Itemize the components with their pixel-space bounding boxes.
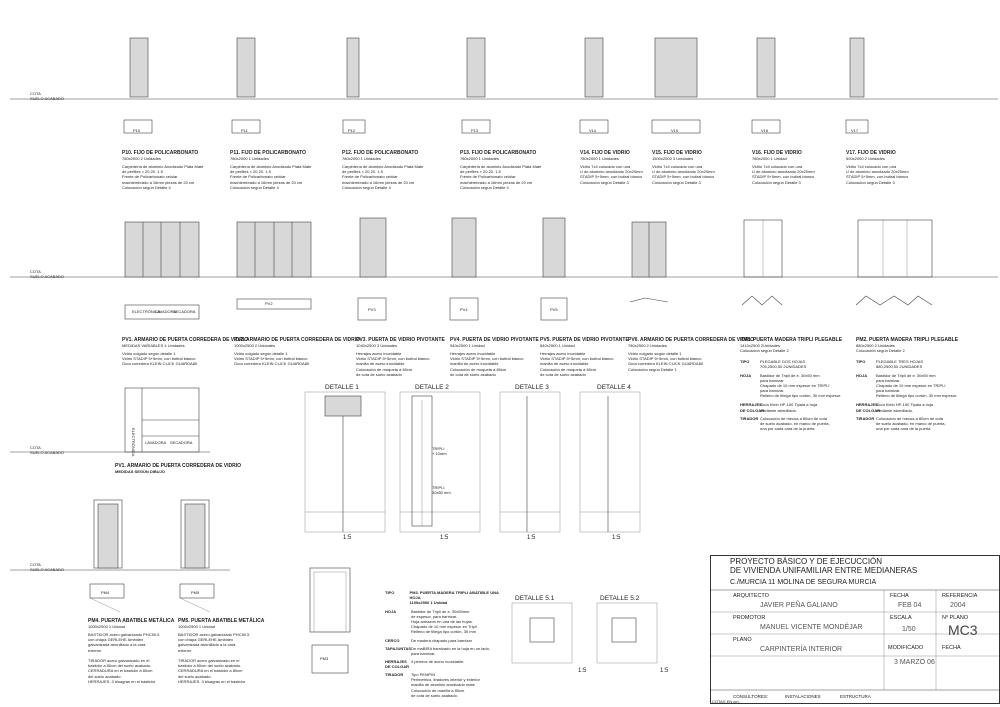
item-desc: Colocación según Detalle 2 (740, 348, 789, 353)
item-desc: Herrajes acero inoxidable Vidrio STADIP 5+5mm, con butiral blanco manilla de acero inoxidable Colocación de moqueta a 80cm de cota de suelo acabado (450, 351, 524, 377)
elev-p11 (237, 38, 255, 97)
item-desc: Vidrio 7x4 colocado con una U de aluminio anodizado 20x20mm STADIP 5+5mm, con butiral blanco Colocación según Detalle 3 (752, 164, 815, 185)
detalle-3-label: DETALLE 3 (515, 384, 549, 391)
spec-row (385, 609, 505, 635)
promotor-label: PROMOTOR (733, 615, 766, 621)
item-pv1 (122, 337, 249, 367)
item-desc: Colocación según Detalle 2 (856, 348, 905, 353)
nplano-label: Nº PLANO (942, 615, 969, 621)
item-sub: 780x2000 1 Unidades (230, 156, 269, 161)
item-v14 (580, 150, 650, 185)
scale-d52: 1:5 (660, 668, 669, 674)
spec-value: Bastidor de Tripli de e. 30x50 mm para barnizar. Chapado de 10 mm espesor en TRIPLI para barnizar. Relleno de tiliega tipo cortón, 30 mm espesor. (760, 372, 842, 399)
plan-code-pm5: PM5 (191, 590, 200, 595)
pm1-spec (740, 359, 855, 431)
item-title: V16. FIJO DE VIDRIO (752, 150, 802, 156)
spec-value: Bastidor de Tripli de e. 30x50 mm para barnizar. Chapado de 10 mm espesor en TRIPLI para barnizar. Relleno de tiliega tipo cortón, 30 mm espesor. (876, 372, 958, 399)
spec-row (385, 672, 505, 698)
item-sub: MEDIDAS VARIABLES 4 Unidades (122, 343, 185, 348)
item-title: P11. FIJO DE POLICARBONATO (230, 150, 306, 156)
item-v16 (752, 150, 832, 185)
spec-row (385, 659, 505, 669)
item-desc: Vidrio colgado según detalle 1 Vidrio STADIP 5+5mm, con butiral blanco Guía corredera KLEIN CLICK GUARDA80 Colocación según Detalle 1 (628, 351, 704, 372)
spec-value: 4 pernios de acero inoxidable. (411, 659, 465, 665)
item-pm4 (88, 618, 178, 684)
item-sub: 780x2500 2 Unidades (628, 343, 667, 348)
item-sub: 500x2000 2 Unidades (846, 156, 885, 161)
spec-row (856, 402, 971, 407)
item-sub: 840x2500 1 Unidad (540, 343, 575, 348)
item-title: P12. FIJO DE POLICARBONATO (342, 150, 419, 156)
scale-d2: 1:5 (440, 535, 449, 541)
item-sub: 1040x2500 3 Unidades (356, 343, 398, 348)
pv1-lavadora-label: LAVADORA (145, 440, 167, 445)
item-sub: 780x2000 1 Unidad (752, 156, 787, 161)
item-desc: Vidrio 7x4 colocado con una U de aluminio anodizado 20x20mm STADIP 5+5mm, con butiral blanco Colocación según Detalle 3 (846, 164, 909, 185)
item-title: PV5. PUERTA DE VIDRIO PIVOTANTE (540, 337, 629, 343)
item-desc: Herrajes acero inoxidable Vidrio STADIP 5+5mm, con butiral blanco manilla de acero inoxidable Colocación de moqueta a 80cm de cota de suelo acabado (540, 351, 614, 377)
cota-label-4: COTA (30, 562, 41, 567)
spec-key: TIRADOR (385, 672, 404, 678)
spec-value: Colocación de mecua a 80cm de cota de suelo acabado, en marco de puerta, una por cada cara de la puerta (760, 415, 830, 432)
spec-value: medianie atornillado. (760, 407, 797, 413)
spec-key: HOJA (740, 372, 752, 378)
nplano-value: MC3 (948, 622, 978, 638)
item-pv3 (356, 337, 446, 377)
spec-key: HOJA (385, 608, 397, 614)
plan-code-pm3: PM3 (320, 656, 329, 661)
pv1-bottom-caption (115, 463, 241, 474)
plan-code-p10: P10 (133, 128, 141, 133)
spec-row (856, 416, 971, 432)
item-sub: 880x2500 2 Unidades (856, 343, 895, 348)
pm2-spec (856, 359, 971, 431)
spec-row (856, 408, 971, 413)
item-p13 (460, 150, 570, 190)
spec-row (740, 402, 855, 407)
row2-plans (125, 296, 932, 320)
spec-key: HERRAJES DE COLGAR (385, 659, 409, 670)
plan-code-pm4: PM4 (101, 590, 110, 595)
detalle-1-label: DETALLE 1 (325, 384, 359, 391)
item-desc: Vidrio 7x4 colocado con una U de aluminio anodizado 20x20mm STADIP 5+5mm, con butiral blanco Colocación según Detalle 3 (580, 164, 643, 185)
scale-d51: 1:5 (578, 668, 587, 674)
item-desc: Carpintería de aluminio Anodizado Plata Mate de perfiles × 20.20. 1.5 Frente de Policarbonato celular machiembrado a 16mm piezas de 20 cm Colocación según Detalle 4 (230, 164, 312, 190)
item-sub: 780x2000 2 Unidades (122, 156, 161, 161)
item-pv5 (540, 337, 630, 377)
referencia-label: REFERENCIA (942, 593, 978, 599)
detalle-52-label: DETALLE 5.2 (600, 595, 640, 602)
suelo-label: SUELO ACABADO (30, 96, 65, 101)
detalle-2-note-2: TRIPLI 30x50 mm (432, 485, 451, 495)
modificado-label: MODIFICADO (888, 645, 924, 651)
elev-v15 (655, 38, 697, 97)
plan-code-v15: V15 (671, 128, 679, 133)
spec-row (856, 359, 971, 369)
spec-key: TIRADOR (740, 415, 759, 421)
spec-value: Bastidor de Tripli de e. 30x50mm de espesor, para barnizar. Hoja armazon en una de las hojas. Chapado de 10 mm espesor en Tripli Relleno de tiliega tipo cortón, 30 mm (411, 608, 477, 635)
row1-elevations (130, 38, 864, 97)
spec-value: De maBIRA barnizado en la hoja en un lado, para barnizar. (411, 645, 490, 656)
pv1-plan-label-3: SECADORA (173, 309, 196, 314)
item-desc: Vidrio colgado según detalle 1 Vidrio STADIP 5+5mm, con butiral blanco Guía corredera KLEIN CLICK GUARDA80 (234, 351, 310, 367)
arquitecto-value: JAVIER PEÑA GALIANO (760, 602, 838, 609)
item-sub: 1000x2500 2 Unidades (234, 343, 276, 348)
item-desc: BASTIDOR acero galvanizado PHC50.5 con chapa GERLEHE Ambidex galvanizada atornillado a la cara exterior TIRADOR acero galvanizado en el bastidor a 80cm del suelo acabado. CERRADURA en el bastidor a 80cm del suelo acabado. HERRAJES: 3 bisagras en el bastidor (178, 632, 250, 684)
detalle-51-label: DETALLE 5.1 (515, 595, 555, 602)
plan-code-pv3: PV3 (368, 307, 376, 312)
pv1-bottom-sub: MEDIDAS SEGÚN DIBUJO (115, 469, 166, 474)
item-p11 (230, 150, 340, 190)
spec-row (740, 359, 855, 369)
spec-row (856, 373, 971, 399)
scale-d1: 1:5 (343, 535, 352, 541)
item-title: PM2. PUERTA MADERA TRIPLI PLEGABLE (856, 337, 959, 343)
plan-code-v17: V17 (851, 128, 859, 133)
referencia-value: 2004 (950, 602, 966, 609)
item-title: V15. FIJO DE VIDRIO (652, 150, 702, 156)
spec-value: De madera chapado para barnizar (411, 637, 472, 643)
elev-p13 (467, 38, 485, 97)
item-title: PM4. PUERTA ABATIBLE METÁLICA (88, 618, 175, 624)
arquitecto-label: ARQUITECTO (733, 593, 769, 599)
item-title: P10. FIJO DE POLICARBONATO (122, 150, 199, 156)
detalle-4-label: DETALLE 4 (597, 384, 631, 391)
cotas-note: COTAS EN cm. (712, 699, 740, 704)
item-desc: BASTIDOR acero galvanizado PHC50.5 con chapa GERLEHE Ambidex galvanizada atornillado a la cara exterior TIRADOR acero galvanizado en el bastidor a 80cm del suelo acabado. CERRADURA en el bastidor a 80cm del suelo acabado. HERRAJES: 3 bisagras en el bastidor (88, 632, 160, 684)
spec-value: PM3. PUERTA MADERA TRIPLI ABATIBLE UNA HOJA 1100x2500 1 Unidad (409, 590, 499, 606)
suelo-label-2: SUELO ACABADO (30, 274, 65, 279)
item-title: PV6. ARMARIO DE PUERTA CORREDERA DE VIDRIO (628, 337, 755, 343)
item-desc: Herrajes acero inoxidable Vidrio STADIP 5+5mm, con butiral blanco manilla de acero inoxidable Colocación de moqueta a 80cm de cota de suelo acabado (356, 351, 430, 377)
row2-elevations (125, 218, 932, 277)
item-pm5 (178, 618, 268, 684)
item-p10 (122, 150, 232, 190)
fecha2-label: FECHA (942, 645, 961, 651)
spec-key: HERRAJES (740, 401, 762, 407)
item-sub: 780x2000 1 Unidades (342, 156, 381, 161)
item-v15 (652, 150, 742, 185)
spec-key: TAPAJUNTAS (385, 645, 411, 651)
fecha-label: FECHA (890, 593, 909, 599)
item-desc: Carpintería de aluminio Anodizado Plata Mate de perfiles × 20.20. 1.5 Frente de Policarbonato celular machiembrado a 16mm piezas de 20 cm Colocación según Detalle 4 (460, 164, 542, 190)
item-sub: 1500x2000 3 Unidades (652, 156, 694, 161)
pv1-secadora-label: SECADORA (170, 440, 193, 445)
spec-value: Colocación de mecua a 80cm de cota de suelo acabado, en marco de puerta, una por cada cara de la puerta (876, 415, 946, 432)
item-title: PM5. PUERTA ABATIBLE METÁLICA (178, 618, 265, 624)
spec-key: DE COLGAR (740, 407, 764, 413)
pv1-bottom-title: PV1. ARMARIO DE PUERTA CORREDERA DE VIDRIO (115, 463, 242, 469)
spec-value: medianie atornillado. (876, 407, 913, 413)
item-title: PV2. ARMARIO DE PUERTA CORREDERA DE VIDRIO (234, 337, 361, 343)
promotor-value: MANUEL VICENTE MONDÉJAR (760, 624, 863, 631)
spec-key: HOJA (856, 372, 868, 378)
project-title: PROYECTO BÁSICO Y DE EJECUCCIÓN DE VIVIENDA UNIFAMILIAR ENTRE MEDIANERAS (730, 557, 918, 575)
plan-code-p13: P13 (471, 128, 479, 133)
elev-v14 (585, 38, 603, 97)
spec-row (385, 638, 505, 643)
spec-value: Tipo PEMPIN Perimetrico, tiradores interior y exterior manilla de aluminio anodizado mate Colocación de manilla a 80cm de cota de suelo acabado. (411, 672, 480, 698)
spec-row (385, 646, 505, 656)
item-sub: 780x2000 1 Unidades (580, 156, 619, 161)
spec-key: TIPO (740, 359, 750, 365)
spec-row (385, 590, 505, 606)
pv1-plan-label-1: ELECTRÓNICA (132, 309, 161, 314)
spec-key: TIPO (385, 590, 395, 595)
item-title: PV1. ARMARIO DE PUERTA CORREDERA DE VIDRIO (122, 337, 249, 343)
plan-code-pv4: PV4 (460, 307, 468, 312)
plan-code-pv2: PV2 (265, 301, 273, 306)
row1-plans (124, 120, 868, 133)
item-title: V17. FIJO DE VIDRIO (846, 150, 896, 156)
detalle-2-label: DETALLE 2 (415, 384, 449, 391)
item-title: PV4. PUERTA DE VIDRIO PIVOTANTE (450, 337, 539, 343)
detalle-2-note-1: TRIPLI + 10mm (432, 446, 447, 456)
item-pm1 (740, 337, 855, 431)
item-sub: 940x2500 1 Unidad (450, 343, 485, 348)
elev-v17 (850, 38, 864, 97)
scale-d3: 1:5 (527, 535, 536, 541)
escala-value: 1/50 (902, 626, 916, 633)
item-p12 (342, 150, 452, 190)
plan-code-p11: P11 (241, 128, 248, 133)
spec-key: DE COLGAR (856, 407, 880, 413)
elev-p10 (130, 38, 148, 97)
item-sub: 1000x2500 1 Unidad (88, 624, 125, 629)
item-title: P13. FIJO DE POLICARBONATO (460, 150, 537, 156)
spec-value: Guía Klein HP-150 Tipala a hoja (876, 401, 934, 407)
escala-label: ESCALA (890, 615, 912, 621)
plan-code-v16: V16 (761, 128, 769, 133)
spec-key: HERRAJES (856, 401, 878, 407)
spec-key: TIRADOR (856, 415, 875, 421)
item-pm2 (856, 337, 971, 431)
spec-value: PLEGABLE TRES HOJAS 880,2500,50 2UNIDADES (876, 359, 924, 370)
item-pv4 (450, 337, 540, 377)
plano-label: PLANO (733, 637, 752, 643)
cota-label-3: COTA (30, 445, 41, 450)
footer-instalaciones: INSTALACIONES (785, 694, 821, 699)
item-title: PM1. PUERTA MADERA TRIPLI PLEGABLE (740, 337, 843, 343)
cota-label: COTA (30, 91, 41, 96)
pv1-plan-label-2: LAVADORA (155, 309, 177, 314)
spec-row (740, 408, 855, 413)
item-title: PV3. PUERTA DE VIDRIO PIVOTANTE (356, 337, 445, 343)
plan-code-p12: P12 (348, 128, 356, 133)
item-desc: Vidrio colgado según detalle 1 Vidrio STADIP 5+5mm, con butiral blanco Guía corredera KLEIN CLICK GUARDA80 (122, 351, 198, 367)
suelo-label-4: SUELO ACABADO (30, 567, 65, 572)
pm3-drawing (310, 568, 350, 673)
item-sub: 1410x2500 2Unidades (740, 343, 781, 348)
item-desc: Vidrio 7x4 colocado con una U de aluminio anodizado 20x20mm STADIP 5+5mm, con butiral blanco Colocación según Detalle 3 (652, 164, 715, 185)
spec-row (740, 416, 855, 432)
fecha-value: FEB 04 (898, 602, 922, 609)
item-desc: Carpintería de aluminio Anodizado Plata Mate de perfiles × 20.20. 1.5 Frente de Policarbonato celular machiembrado a 16mm piezas de 20 cm Colocación según Detalle 4 (122, 164, 204, 190)
item-title: V14. FIJO DE VIDRIO (580, 150, 630, 156)
spec-row (740, 373, 855, 399)
pv1-electronica-label: ELECTRÓNICA (131, 428, 136, 457)
row3-elevations (90, 500, 214, 612)
item-desc: Carpintería de aluminio Anodizado Plata Mate de perfiles × 20.20. 1.5 Frente de Policarbonato celular machiembrado a 16mm piezas de 20 cm Colocación según Detalle 4 (342, 164, 424, 190)
plan-code-pv5: PV5 (550, 307, 558, 312)
scale-d4: 1:5 (612, 535, 621, 541)
footer-consultores: CONSULTORES: (733, 694, 769, 699)
elev-v16 (757, 38, 775, 97)
spec-key: TIPO (856, 359, 866, 365)
spec-value: Guía Klein HP-150 Tipala a hoja (760, 401, 818, 407)
plano-value: CARPINTERÍA INTERIOR (760, 646, 843, 653)
spec-key: CERCO (385, 637, 400, 643)
item-pv2 (234, 337, 361, 367)
item-v17 (846, 150, 936, 185)
item-sub: 1000x2500 1 Unidad (178, 624, 215, 629)
pm3-spec (385, 590, 505, 698)
cota-label-2: COTA (30, 269, 41, 274)
modificado-value: 3 MARZO 06 (894, 659, 935, 666)
elev-p12 (347, 38, 359, 97)
plan-code-v14: V14 (589, 128, 597, 133)
spec-value: PLEGABLE DOS HOJAS 705,2500,50 2UNIDADES (760, 359, 807, 370)
item-sub: 780x2000 1 Unidades (460, 156, 499, 161)
suelo-label-3: SUELO ACABADO (30, 450, 65, 455)
footer-estructura: ESTRUCTURA (840, 694, 871, 699)
project-address: C./MURCIA 11 MOLINA DE SEGURA MURCIA (730, 579, 877, 586)
